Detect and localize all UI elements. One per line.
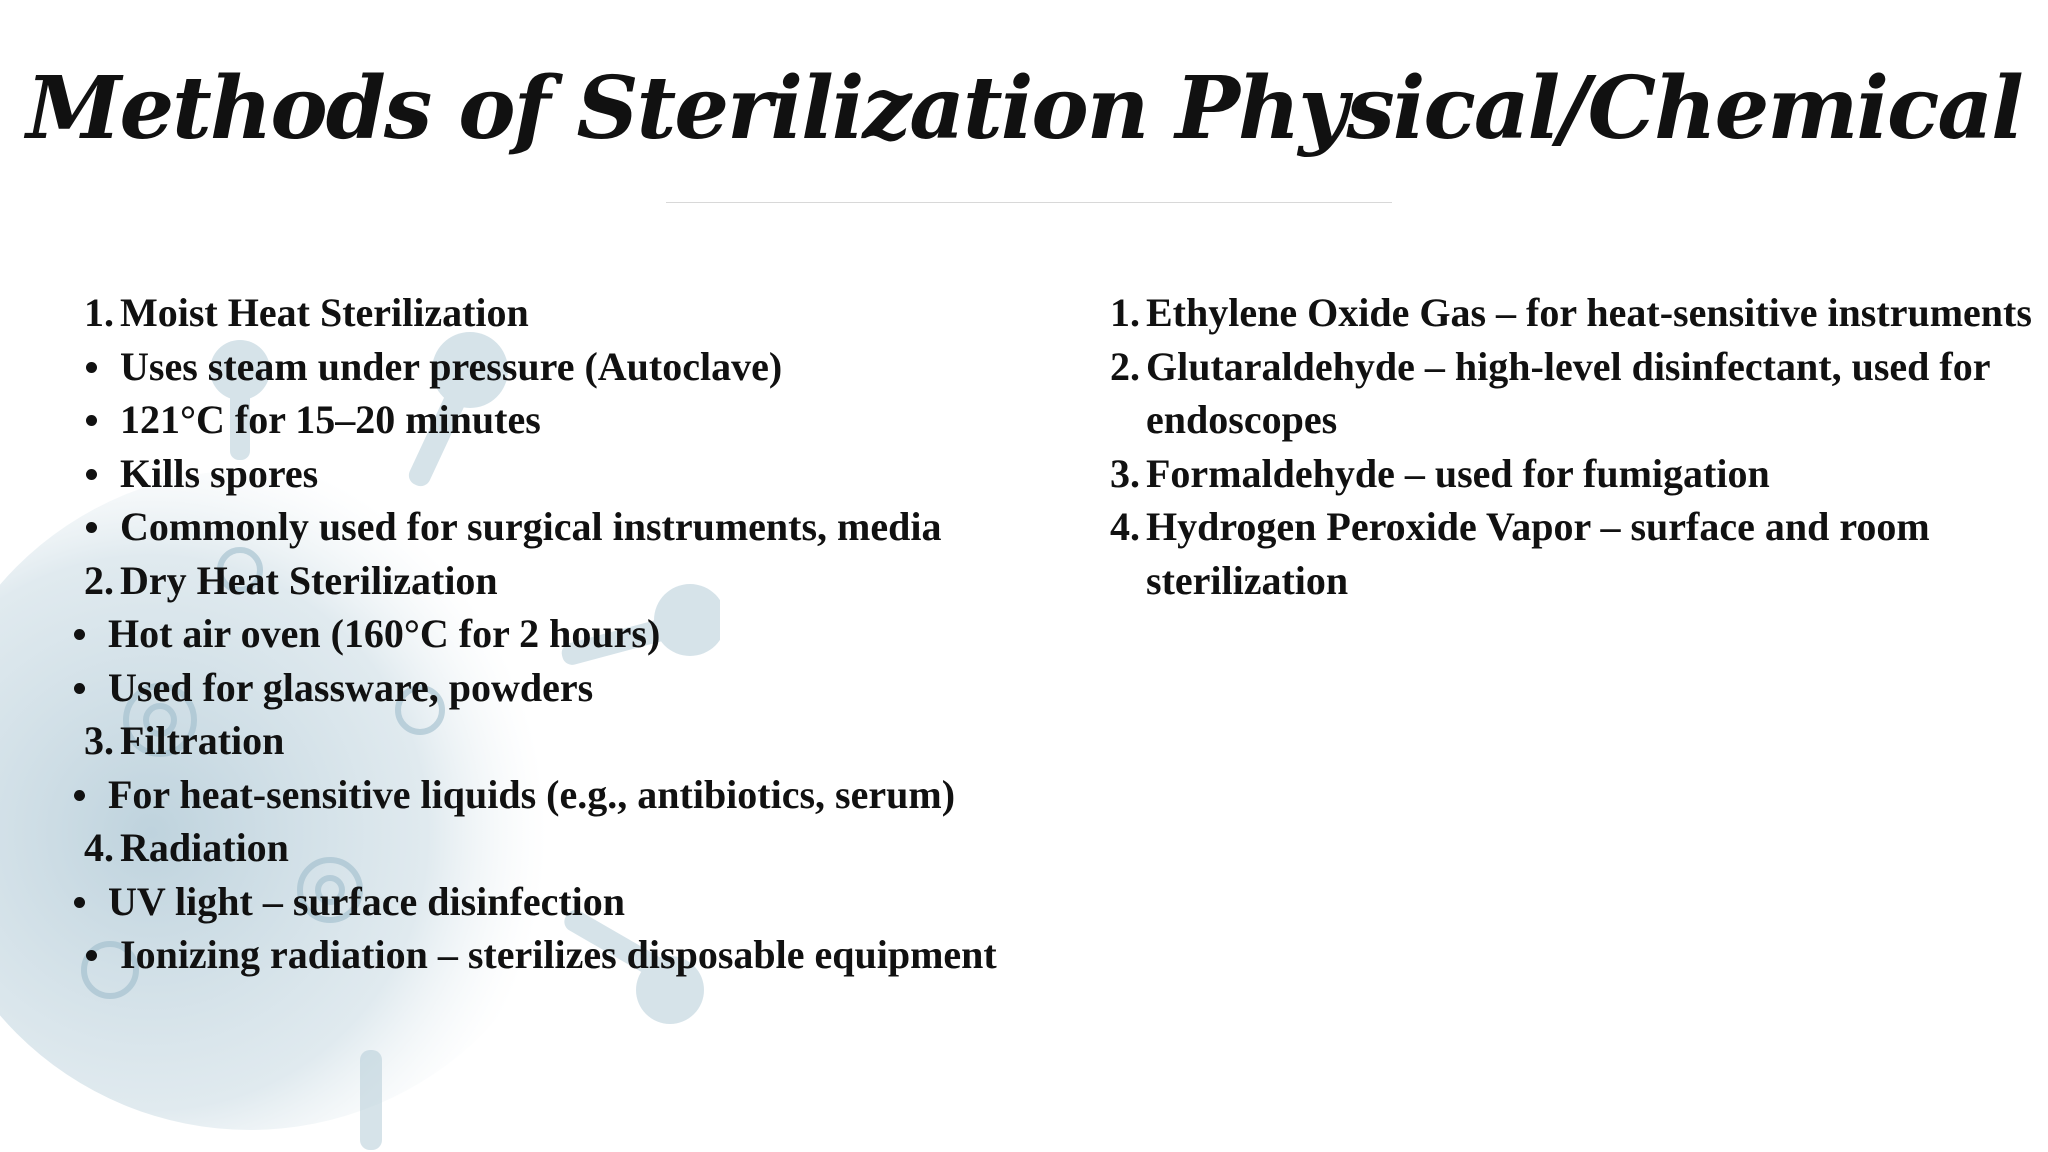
bullet-icon xyxy=(74,897,85,908)
list-item xyxy=(0,554,1110,608)
list-item xyxy=(1100,286,2040,340)
slide-title: Methods of Sterilization Physical/Chemical xyxy=(26,58,2022,159)
list-item xyxy=(0,821,1110,875)
list-text: Hot air oven (160°C for 2 hours) xyxy=(108,611,661,656)
list-item xyxy=(0,393,1110,447)
list-number: 4. xyxy=(84,825,114,870)
list-item xyxy=(0,340,1110,394)
list-text: Ethylene Oxide Gas – for heat-sensitive instruments xyxy=(1146,290,2032,335)
list-text: For heat-sensitive liquids (e.g., antibiotics, serum) xyxy=(108,771,956,817)
list-text: Kills spores xyxy=(120,450,319,496)
chemical-methods-list xyxy=(1100,286,2040,607)
bullet-icon xyxy=(74,790,85,801)
list-item xyxy=(1100,447,2040,501)
bullet-icon xyxy=(74,683,85,694)
heading-moist-heat: Moist Heat Sterilization xyxy=(120,290,529,335)
list-item xyxy=(0,875,1110,929)
list-text: Glutaraldehyde – high-level disinfectant, used for endoscopes xyxy=(1146,343,1990,442)
list-number: 4. xyxy=(1110,504,1140,549)
bullet-icon xyxy=(86,469,97,480)
bullet-icon xyxy=(86,522,97,533)
list-number: 2. xyxy=(1110,343,1140,389)
list-text: Hydrogen Peroxide Vapor – surface and room sterilization xyxy=(1146,504,1930,603)
list-item xyxy=(0,286,1110,340)
list-number: 1. xyxy=(84,290,114,335)
heading-dry-heat: Dry Heat Sterilization xyxy=(120,557,498,603)
list-item xyxy=(1100,340,2040,447)
list-text: Used for glassware, powders xyxy=(108,664,594,710)
list-number: 1. xyxy=(1110,290,1140,335)
list-number: 3. xyxy=(84,718,114,763)
list-item xyxy=(0,447,1110,501)
list-text: Formaldehyde – used for fumigation xyxy=(1146,450,1770,496)
list-text: Uses steam under pressure (Autoclave) xyxy=(120,343,783,389)
list-item xyxy=(0,928,1110,982)
list-text: UV light – surface disinfection xyxy=(108,878,626,924)
bullet-icon xyxy=(86,362,97,373)
list-item xyxy=(0,500,1110,554)
list-text: 121°C for 15–20 minutes xyxy=(120,397,541,442)
list-item xyxy=(0,661,1110,715)
list-number: 3. xyxy=(1110,450,1140,496)
list-number: 2. xyxy=(84,557,114,603)
list-item xyxy=(0,768,1110,822)
title-divider xyxy=(666,202,1392,203)
physical-methods-list xyxy=(0,286,1110,982)
list-text: Commonly used for surgical instruments, media xyxy=(120,504,942,549)
bullet-icon xyxy=(74,629,85,640)
heading-filtration: Filtration xyxy=(120,718,285,763)
heading-radiation: Radiation xyxy=(120,825,289,870)
list-item xyxy=(0,714,1110,768)
bullet-icon xyxy=(86,415,97,426)
list-text: Ionizing radiation – sterilizes disposable equipment xyxy=(120,932,997,977)
list-item xyxy=(0,607,1110,661)
bullet-icon xyxy=(86,950,97,961)
list-item xyxy=(1100,500,2040,607)
